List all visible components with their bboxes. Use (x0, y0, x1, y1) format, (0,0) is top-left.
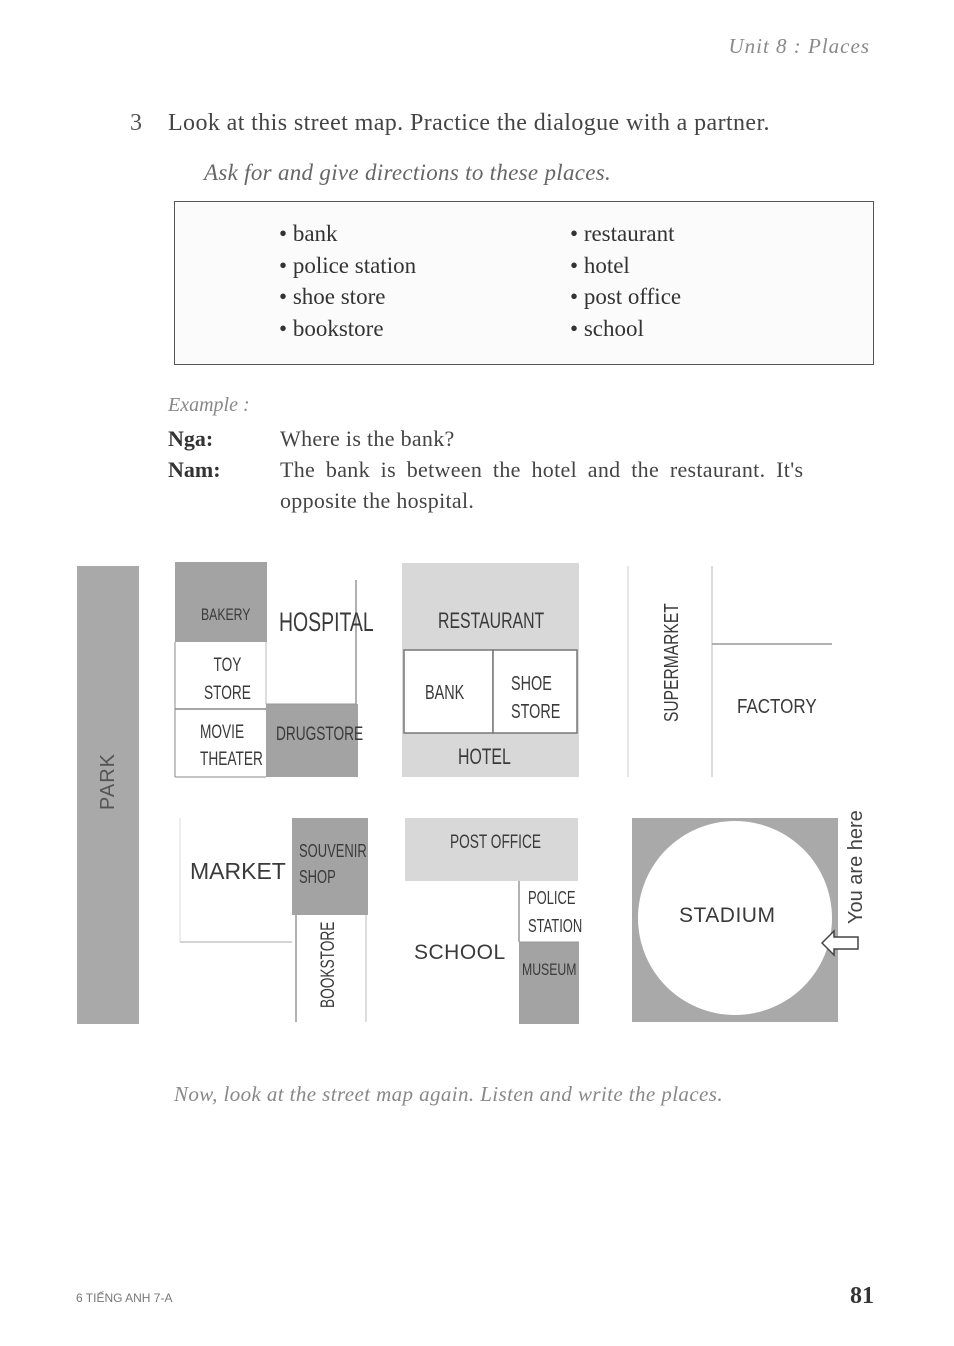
place-item: • hotel (570, 250, 681, 282)
bakery-label: BAKERY (201, 605, 251, 624)
factory-label: FACTORY (737, 696, 817, 718)
exercise-number: 3 (130, 110, 142, 136)
bank-label: BANK (425, 682, 465, 704)
hotel-label: HOTEL (458, 744, 511, 769)
place-item: • shoe store (279, 281, 416, 313)
place-item: • police station (279, 250, 416, 282)
place-item: • post office (570, 281, 681, 313)
restaurant-label: RESTAURANT (438, 608, 545, 633)
instruction-text: Now, look at the street map again. Listen and write the places. (174, 1082, 723, 1106)
bakery-block (175, 562, 267, 642)
shoe-store-label: SHOE STORE (511, 673, 561, 723)
souvenir-shop-label: SOUVENIR SHOP (299, 841, 367, 887)
place-item: • restaurant (570, 218, 681, 250)
police-station-label: POLICE STATION (528, 888, 583, 936)
speaker-nam: Nam: (168, 457, 221, 482)
example-label: Example : (168, 394, 250, 416)
exercise-title: Look at this street map. Practice the dialogue with a partner. (168, 110, 770, 136)
museum-block (519, 942, 579, 1024)
bookstore-label: BOOKSTORE (318, 921, 339, 1008)
speaker-nga: Nga: (168, 426, 214, 451)
place-item: • bookstore (279, 313, 416, 345)
school-label: SCHOOL (414, 941, 506, 964)
dialogue-line: The bank is between the hotel and the restaurant. It's (280, 457, 804, 482)
hospital-label: HOSPITAL (279, 607, 374, 637)
stadium-label: STADIUM (679, 904, 776, 927)
supermarket-label: SUPERMARKET (661, 603, 683, 722)
museum-label: MUSEUM (522, 960, 577, 979)
place-item: • school (570, 313, 681, 345)
page-number: 81 (850, 1283, 874, 1309)
toy-store-label: TOY STORE (204, 655, 251, 704)
exercise-subtitle: Ask for and give directions to these places. (204, 160, 612, 185)
unit-header: Unit 8 : Places (728, 34, 870, 58)
book-code: 6 TIẾNG ANH 7-A (76, 1291, 173, 1305)
dialogue-line-cont: opposite the hospital. (280, 488, 475, 513)
movie-theater-label: MOVIE THEATER (200, 722, 263, 770)
post-office-label: POST OFFICE (450, 832, 541, 853)
park-label: PARK (97, 753, 119, 810)
dialogue-line: Where is the bank? (280, 426, 455, 451)
you-are-here-label: You are here (845, 810, 867, 924)
place-item: • bank (279, 218, 416, 250)
market-label: MARKET (190, 858, 286, 884)
drugstore-label: DRUGSTORE (276, 724, 364, 745)
